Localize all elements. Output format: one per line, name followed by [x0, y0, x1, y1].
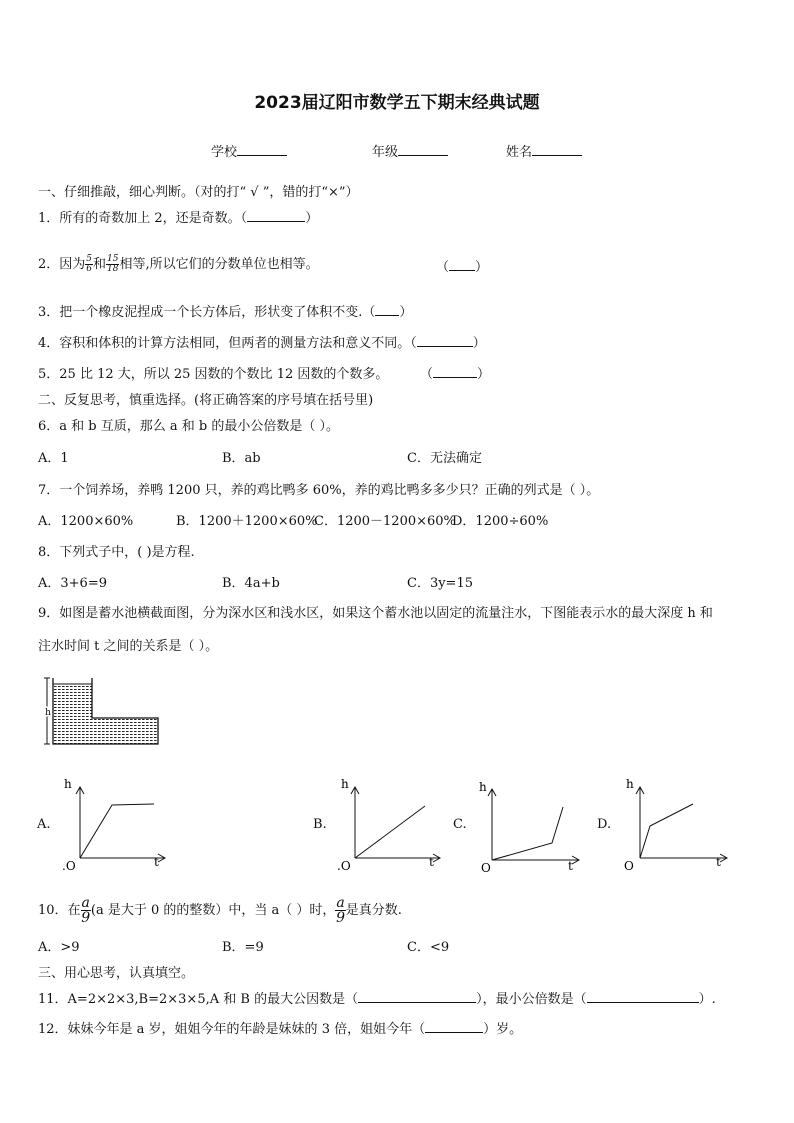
axis-t-label: t: [716, 855, 721, 869]
q1-answer-blank[interactable]: [247, 221, 305, 222]
school-field: [211, 141, 287, 160]
q10-prefix: 10．在: [38, 903, 81, 918]
axis-h-label: h: [626, 777, 634, 791]
q10-fraction-1: $\frac{a}{9}$: [81, 895, 91, 926]
q11-text: 11．A=2×2×3,B=2×3×5,A 和 B 的最大公因数是（: [38, 992, 359, 1007]
q3-answer-blank[interactable]: [375, 315, 399, 316]
q10-option-c[interactable]: C．<9: [407, 940, 450, 955]
q7-option-a[interactable]: A．1200×60%: [38, 514, 134, 529]
q10-fraction-2: $\frac{a}{9}$: [336, 895, 346, 926]
name-blank[interactable]: [532, 155, 582, 156]
q12-close: ）岁。: [483, 1022, 523, 1037]
question-1: [38, 207, 318, 226]
pool-h-label: h: [45, 708, 51, 718]
q4-answer-blank[interactable]: [417, 346, 473, 347]
graph-c-line: [492, 807, 563, 860]
q4-close: ）: [472, 336, 486, 351]
q9-option-b-label[interactable]: B.: [313, 817, 327, 832]
pool-water: [53, 684, 158, 744]
q10-option-b[interactable]: B．=9: [222, 940, 264, 955]
question-4: [38, 332, 486, 351]
q2-prefix: 2．因为: [38, 257, 86, 272]
q10-option-a[interactable]: A．>9: [38, 940, 80, 955]
q11-mid: ），最小公倍数是（: [476, 992, 587, 1007]
q8-option-a[interactable]: A．3+6=9: [38, 576, 107, 591]
axis-h-label: h: [64, 777, 72, 791]
grade-label: 年级: [372, 145, 399, 160]
q12-answer-blank[interactable]: [425, 1032, 483, 1033]
q4-text: 4．容积和体积的计算方法相同，但两者的测量方法和意义不同。（: [38, 336, 417, 351]
q9-option-a-graph[interactable]: [60, 774, 170, 874]
q7-option-d[interactable]: D．1200÷60%: [452, 514, 549, 529]
question-6: 6．a 和 b 互质，那么 a 和 b 的最小公倍数是（ ）。: [38, 419, 339, 434]
question-2: [38, 253, 319, 274]
axis-origin-label: .O: [337, 859, 351, 873]
q9-option-c-label[interactable]: C.: [453, 817, 467, 832]
q11-gcd-blank[interactable]: [358, 1002, 476, 1003]
question-11: [38, 988, 716, 1007]
axis-origin-label: O: [624, 859, 634, 873]
section-2-heading: 二、反复思考，慎重选择。(将正确答案的序号填在括号里): [38, 393, 374, 408]
q9-option-b-graph[interactable]: [335, 774, 445, 874]
q5-answer: [420, 363, 490, 382]
q6-option-a[interactable]: A．1: [38, 451, 69, 466]
q1-text: 1．所有的奇数加上 2，还是奇数。（: [38, 211, 248, 226]
q6-option-c[interactable]: C．无法确定: [407, 451, 482, 466]
name-label: 姓名: [506, 145, 533, 160]
question-9-line-1: 9．如图是蓄水池横截面图，分为深水区和浅水区，如果这个蓄水池以固定的流量注水，下图能表示水的最大深度 h 和: [38, 606, 713, 621]
q10-mid: (a 是大于 0 的的整数）中，当 a（ ）时，: [90, 903, 336, 918]
q2-paren-open: （: [436, 260, 450, 275]
page-title: 2023届辽阳市数学五下期末经典试题: [254, 93, 540, 113]
q5-paren-open: （: [420, 367, 434, 382]
q3-close: ）: [399, 305, 413, 320]
question-10: [38, 896, 402, 925]
q5-text: 5．25 比 12 大，所以 25 因数的个数比 12 因数的个数多。: [38, 367, 389, 382]
q11-lcm-blank[interactable]: [587, 1002, 699, 1003]
q8-option-b[interactable]: B．4a+b: [222, 576, 280, 591]
q7-option-c[interactable]: C．1200－1200×60%: [314, 514, 456, 529]
q2-mid: 和: [93, 257, 107, 272]
q2-answer-blank[interactable]: [449, 270, 475, 271]
q2-fraction-2: $\frac{15}{18}$: [107, 254, 119, 274]
q12-text: 12．妹妹今年是 a 岁，姐姐今年的年龄是妹妹的 3 倍，姐姐今年（: [38, 1022, 426, 1037]
graph-d-line: [640, 804, 693, 858]
q5-answer-blank[interactable]: [433, 377, 477, 378]
question-9-line-2: 注水时间 t 之间的关系是（ ）。: [38, 639, 219, 654]
q1-close: ）: [305, 211, 319, 226]
q9-option-d-label[interactable]: D.: [597, 817, 612, 832]
axis-origin-label: O: [481, 861, 491, 874]
q6-option-b[interactable]: B．ab: [222, 451, 261, 466]
graph-b-line: [355, 806, 425, 858]
q8-option-c[interactable]: C．3y=15: [407, 576, 473, 591]
q3-text: 3．把一个橡皮泥捏成一个长方体后，形状变了体积不变.（: [38, 305, 376, 320]
axis-origin-label: .O: [62, 859, 76, 873]
axis-h-label: h: [479, 780, 487, 794]
q2-suffix: 相等,所以它们的分数单位也相等。: [119, 257, 319, 272]
q2-paren-close: ）: [475, 260, 489, 275]
q9-option-c-graph[interactable]: [472, 774, 584, 874]
axis-t-label: t: [568, 859, 573, 873]
grade-field: [372, 141, 448, 160]
section-1-heading: 一、仔细推敲，细心判断。（对的打“ √ ”，错的打“×”）: [38, 185, 359, 200]
name-field: [506, 141, 582, 160]
question-7: 7．一个饲养场，养鸭 1200 只，养的鸡比鸭多 60%，养的鸡比鸭多多少只？正确的列式是（ ）。: [38, 483, 600, 498]
pool-cross-section-figure: [42, 676, 162, 748]
q2-fraction-1: $\frac{5}{6}$: [86, 254, 93, 274]
q9-option-a-label[interactable]: A.: [37, 817, 51, 832]
q10-suffix: 是真分数.: [345, 903, 402, 918]
q5-close: ）: [477, 367, 491, 382]
school-label: 学校: [211, 145, 238, 160]
question-12: [38, 1018, 522, 1037]
q9-option-d-graph[interactable]: [620, 774, 732, 874]
axis-t-label: t: [154, 855, 159, 869]
question-8: 8．下列式子中，( )是方程.: [38, 545, 195, 560]
graph-a-line: [80, 804, 154, 858]
school-blank[interactable]: [237, 155, 287, 156]
q11-close: ）.: [698, 992, 716, 1007]
question-5: [38, 363, 388, 382]
axis-h-label: h: [341, 777, 349, 791]
grade-blank[interactable]: [398, 155, 448, 156]
question-3: [38, 301, 412, 320]
q2-answer: [436, 256, 488, 275]
section-3-heading: 三、用心思考，认真填空。: [38, 966, 195, 981]
axis-t-label: t: [429, 855, 434, 869]
q7-option-b[interactable]: B．1200＋1200×60%: [176, 514, 318, 529]
